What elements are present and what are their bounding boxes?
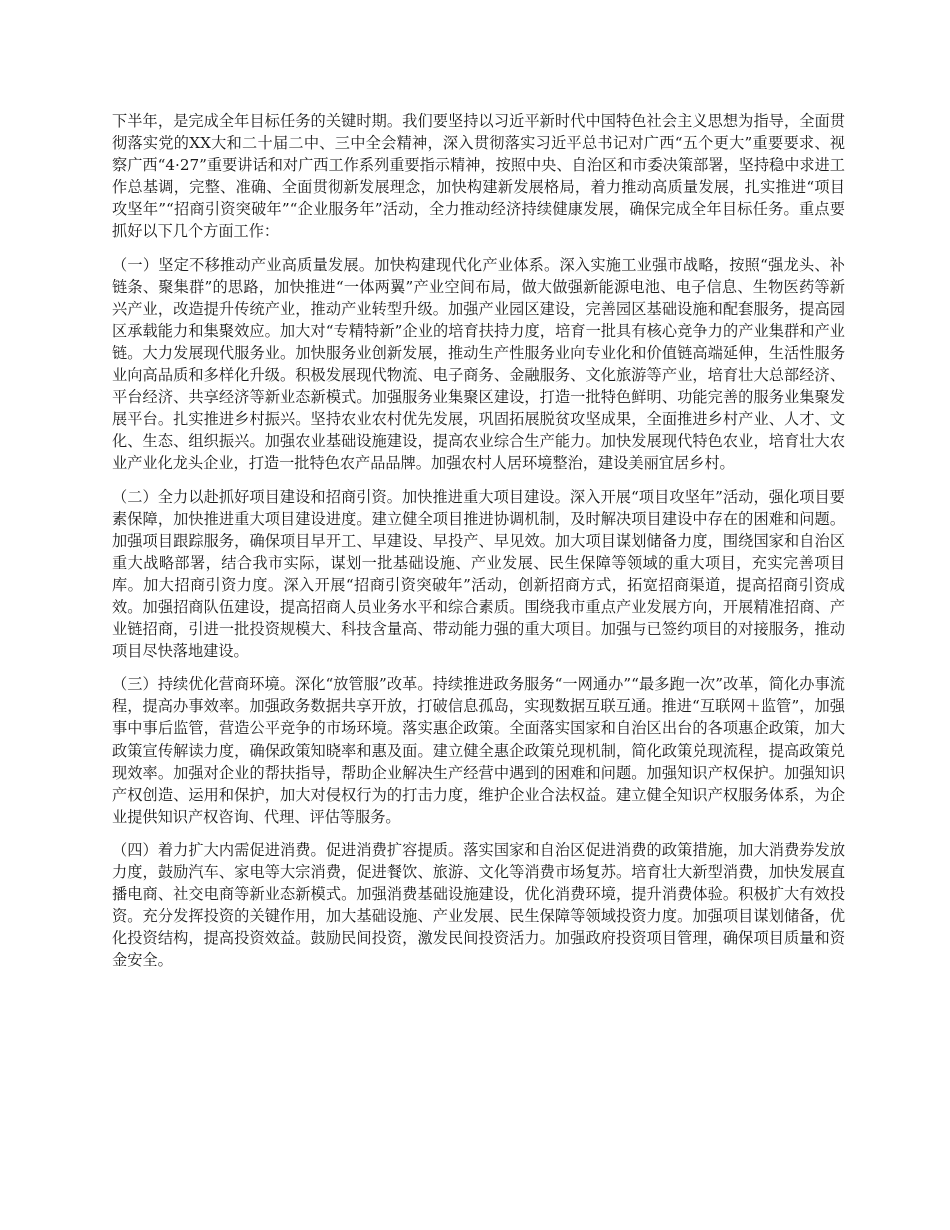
intro-paragraph: 下半年，是完成全年目标任务的关键时期。我们要坚持以习近平新时代中国特色社会主义思想为指导，全面贯彻落实党的XX大和二十届二中、三中全会精神，深入贯彻落实习近平总书记对广西“五个更大”重要要求、视察广西“4·27”重要讲话和对广西工作系列重要指示精神，按照中央、自治区和市委决策部署，坚持稳中求进工作总基调，完整、准确、全面贯彻新发展理念，加快构建新发展格局，着力推动高质量发展，扎实推进“项目攻坚年”“招商引资突破年”“企业服务年”活动，全力推动经济持续健康发展，确保完成全年目标任务。重点要抓好以下几个方面工作： (112, 112, 845, 241)
section-1-paragraph: （一）坚定不移推动产业高质量发展。加快构建现代化产业体系。深入实施工业强市战略，按照“强龙头、补链条、聚集群”的思路，加快推进“一体两翼”产业空间布局，做大做强新能源电池、电子信息、生物医药等新兴产业，改造提升传统产业，推动产业转型升级。加强产业园区建设，完善园区基础设施和配套服务，提高园区承载能力和集聚效应。加大对“专精特新”企业的培育扶持力度，培育一批具有核心竞争力的产业集群和产业链。大力发展现代服务业。加快服务业创新发展，推动生产性服务业向专业化和价值链高端延伸，生活性服务业向高品质和多样化升级。积极发展现代物流、电子商务、金融服务、文化旅游等产业，培育壮大总部经济、平台经济、共享经济等新业态新模式。加强服务业集聚区建设，打造一批特色鲜明、功能完善的服务业集聚发展平台。扎实推进乡村振兴。坚持农业农村优先发展，巩固拓展脱贫攻坚成果，全面推进乡村产业、人才、文化、生态、组织振兴。加强农业基础设施建设，提高农业综合生产能力。加快发展现代特色农业，培育壮大农业产业化龙头企业，打造一批特色农产品品牌。加强农村人居环境整治，建设美丽宜居乡村。 (112, 255, 845, 473)
section-3-paragraph: （三）持续优化营商环境。深化“放管服”改革。持续推进政务服务“一网通办”“最多跑一次”改革，简化办事流程，提高办事效率。加强政务数据共享开放，打破信息孤岛，实现数据互联互通。推进“互联网＋监管”，加强事中事后监管，营造公平竞争的市场环境。落实惠企政策。全面落实国家和自治区出台的各项惠企政策，加大政策宣传解读力度，确保政策知晓率和惠及面。建立健全惠企政策兑现机制，简化政策兑现流程，提高政策兑现效率。加强对企业的帮扶指导，帮助企业解决生产经营中遇到的困难和问题。加强知识产权保护。加强知识产权创造、运用和保护，加大对侵权行为的打击力度，维护企业合法权益。建立健全知识产权服务体系，为企业提供知识产权咨询、代理、评估等服务。 (112, 675, 845, 826)
section-2-paragraph: （二）全力以赴抓好项目建设和招商引资。加快推进重大项目建设。深入开展“项目攻坚年”活动，强化项目要素保障，加快推进重大项目建设进度。建立健全项目推进协调机制，及时解决项目建设中存在的困难和问题。加强项目跟踪服务，确保项目早开工、早建设、早投产、早见效。加大项目谋划储备力度，围绕国家和自治区重大战略部署，结合我市实际，谋划一批基础设施、产业发展、民生保障等领域的重大项目，充实完善项目库。加大招商引资力度。深入开展“招商引资突破年”活动，创新招商方式，拓宽招商渠道，提高招商引资成效。加强招商队伍建设，提高招商人员业务水平和综合素质。围绕我市重点产业发展方向，开展精准招商、产业链招商，引进一批投资规模大、科技含量高、带动能力强的重大项目。加强与已签约项目的对接服务，推动项目尽快落地建设。 (112, 487, 845, 661)
document-body (112, 110, 845, 982)
section-4-paragraph: （四）着力扩大内需促进消费。促进消费扩容提质。落实国家和自治区促进消费的政策措施，加大消费券发放力度，鼓励汽车、家电等大宗消费，促进餐饮、旅游、文化等消费市场复苏。培育壮大新型消费，加快发展直播电商、社交电商等新业态新模式。加强消费基础设施建设，优化消费环境，提升消费体验。积极扩大有效投资。充分发挥投资的关键作用，加大基础设施、产业发展、民生保障等领域投资力度。加强项目谋划储备，优化投资结构，提高投资效益。鼓励民间投资，激发民间投资活力。加强政府投资项目管理，确保项目质量和资金安全。 (112, 840, 845, 970)
